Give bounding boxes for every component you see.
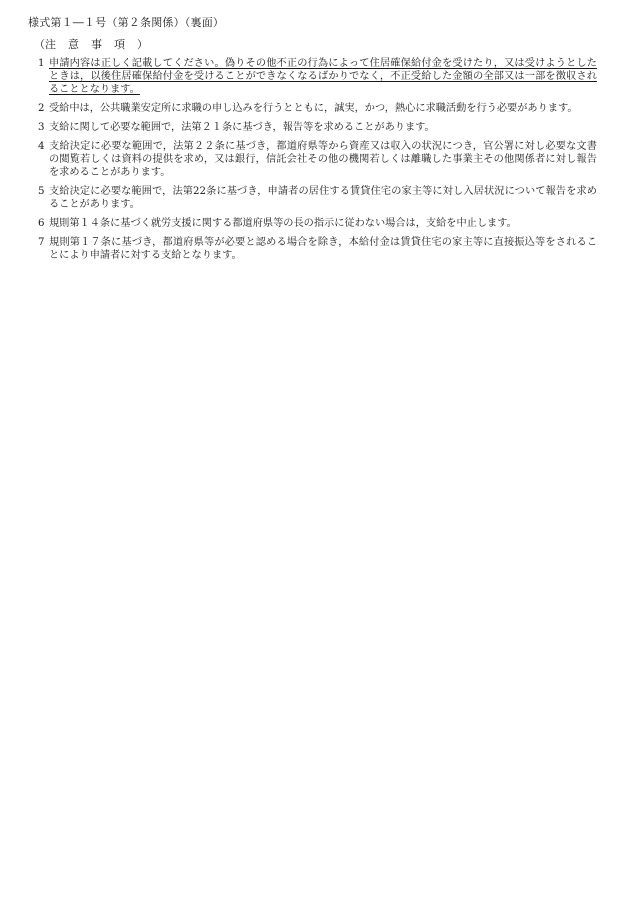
note-number: 2 — [38, 103, 45, 114]
note-number: 6 — [38, 218, 45, 229]
note-text: 受給中は，公共職業安定所に求職の申し込みを行うとともに，誠実，かつ，熱心に求職活動を行う必要があります。 — [49, 103, 578, 114]
note-item-5 — [28, 185, 597, 211]
note-number: 3 — [38, 122, 45, 133]
note-number: 5 — [38, 186, 45, 197]
notes-heading-char: 注 — [45, 38, 56, 51]
note-item-1 — [28, 57, 597, 96]
form-number-header: 様式第１―１号（第２条関係）（裏面） — [28, 16, 225, 29]
notes-heading-close-paren: ） — [137, 38, 148, 51]
note-item-3 — [28, 121, 597, 134]
note-item-4 — [28, 140, 597, 179]
notes-heading-open-paren: （ — [34, 38, 45, 51]
notes-heading-char: 項 — [114, 38, 125, 51]
note-item-6 — [28, 217, 597, 230]
notes-heading — [34, 37, 610, 53]
note-item-2 — [28, 102, 597, 115]
note-number: 4 — [38, 141, 45, 152]
note-text: 規則第１４条に基づく就労支援に関する都道府県等の長の指示に従わない場合は，支給を中止します。 — [49, 218, 517, 229]
note-text: 規則第１７条に基づき，都道府県等が必要と認める場合を除き，本給付金は賃貸住宅の家主等に直接振込等をされることにより申請者に対する支給となります。 — [49, 237, 597, 261]
note-text: 支給決定に必要な範囲で，法第22条に基づき，申請者の居住する賃貸住宅の家主等に対し入居状況について報告を求めることがあります。 — [49, 186, 597, 210]
note-number: 7 — [38, 237, 45, 248]
notes-heading-char: 事 — [91, 38, 102, 51]
note-number: 1 — [38, 58, 45, 69]
note-item-7 — [28, 236, 597, 262]
note-text: 支給に関して必要な範囲で，法第２１条に基づき，報告等を求めることがあります。 — [49, 122, 435, 133]
note-text: 支給決定に必要な範囲で，法第２２条に基づき，都道府県等から資産又は収入の状況につき，官公署に対し必要な文書の閲覧若しくは資料の提供を求め，又は銀行，信託会社その他の機関若しくは離職した事業主その他関係者に対し報告を求めることがあります。 — [49, 141, 597, 178]
notes-heading-char: 意 — [68, 38, 79, 51]
note-text: 申請内容は正しく記載してください。偽りその他不正の行為によって住居確保給付金を受けたり，又は受けようとしたときは，以後住居確保給付金を受けることができなくなるばかりでなく，不正受給した金額の全部又は一部を徴収されることとなります。 — [49, 58, 597, 95]
